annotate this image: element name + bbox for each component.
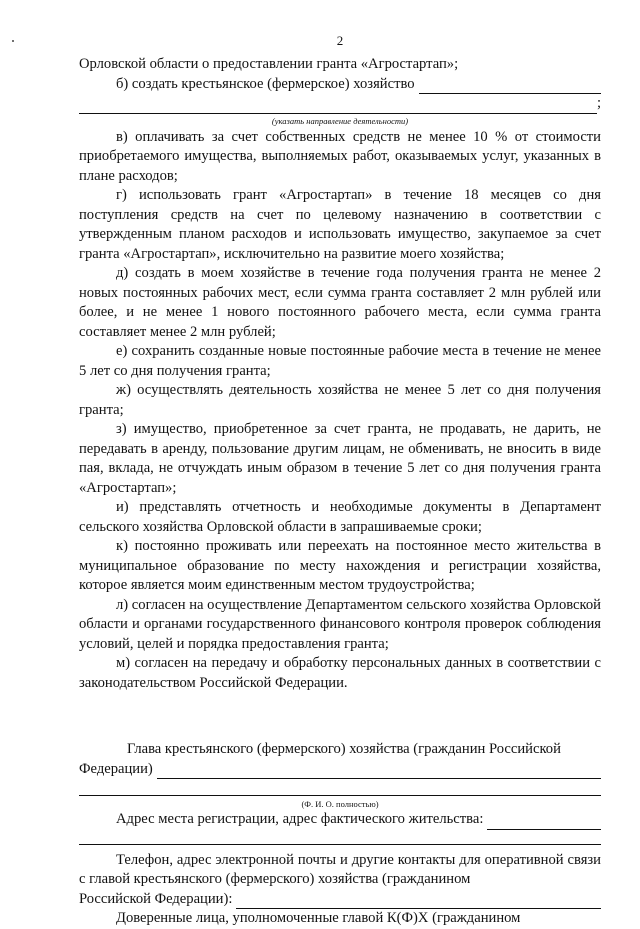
item-d: д) создать в моем хозяйстве в течение года получения гранта не менее 2 новых постоянных рабочих мест, если сумма гранта составляет 2 млн рублей или более, и не менее 1 нового постоянного рабочего места, если сумма гранта составляет менее 2 млн рублей; [79,265,601,340]
item-m: м) согласен на передачу и обработку персональных данных в соответствии с законодательством Российской Федерации. [79,655,601,691]
item-e: е) сохранить созданные новые постоянные рабочие места в течение не менее 5 лет со дня получения гранта; [79,343,601,379]
fio-caption: (Ф. И. О. полностью) [301,799,379,809]
head-cont-text: Федерации) [79,760,153,777]
address-label: Адрес места регистрации, адрес фактического жительства: [116,811,484,827]
item-v: в) оплачивать за счет собственных средств не менее 10 % от стоимости приобретаемого имущества, выполняемых работ, оказываемых услуг, указанных в плане расходов; [79,128,601,184]
document-body [79,55,601,929]
address-blank-field[interactable] [79,830,601,845]
semicolon: ; [596,95,601,111]
signature-block [79,740,601,929]
head-name-field[interactable] [157,764,601,779]
address-line [79,810,601,830]
contacts-field[interactable] [236,894,601,909]
direction-caption: (указать направление деятельности) [271,115,409,126]
item-zh: ж) осуществлять деятельность хозяйства не менее 5 лет со дня получения гранта; [79,382,601,418]
item-i: и) представлять отчетность и необходимые документы в Департамент сельского хозяйства Орловской области в запрашиваемые сроки; [79,499,601,535]
item-l: л) согласен на осуществление Департаментом сельского хозяйства Орловской области и органами государственного финансового контроля проверок соблюдения условий, целей и порядка предоставления гранта; [79,596,601,652]
fio-blank-field[interactable] [79,779,601,796]
item-k: к) постоянно проживать или переехать на постоянное место жительства в муниципальное образование по месту нахождения и регистрации хозяйства, которое является моим единственным местом трудоустройства; [79,538,601,593]
item-b-text: б) создать крестьянское (фермерское) хозяйство [116,75,415,92]
direction-blank-line [79,94,601,114]
item-g: г) использовать грант «Агростартап» в течение 18 месяцев со дня поступления средств на счет по целевому назначению в соответствии с утвержденным планом расходов и использовать имущество, закупаемое за счет гранта «Агростартап», исключительно на развитие моего хозяйства; [79,187,601,262]
trusted-line: Доверенные лица, уполномоченные главой К(Ф)Х (гражданином [116,910,521,926]
contacts-line: Телефон, адрес электронной почты и другие контакты для оперативной связи с главой крестьянского (фермерского) хозяйства (гражданином [79,851,601,887]
contacts-cont-text: Российской Федерации): [79,890,233,907]
item-b-line [79,75,601,95]
item-b-blank-field[interactable] [419,79,601,94]
direction-blank-field[interactable] [79,97,597,114]
head-line: Глава крестьянского (фермерского) хозяйства (гражданин Российской [127,741,561,757]
contacts-cont-line [79,890,601,910]
page-number: 2 [336,33,344,48]
head-cont-line [79,760,601,780]
intro-line: Орловской области о предоставлении гранта «Агростартап»; [79,56,459,72]
address-field[interactable] [487,815,601,830]
item-z: з) имущество, приобретенное за счет гранта, не продавать, не дарить, не передавать в аренду, пользование другим лицам, не обменивать, не вносить в виде пая, вклада, не отчуждать иным образом в течение 5 лет со дня получения гранта «Агростартап»; [79,421,601,496]
